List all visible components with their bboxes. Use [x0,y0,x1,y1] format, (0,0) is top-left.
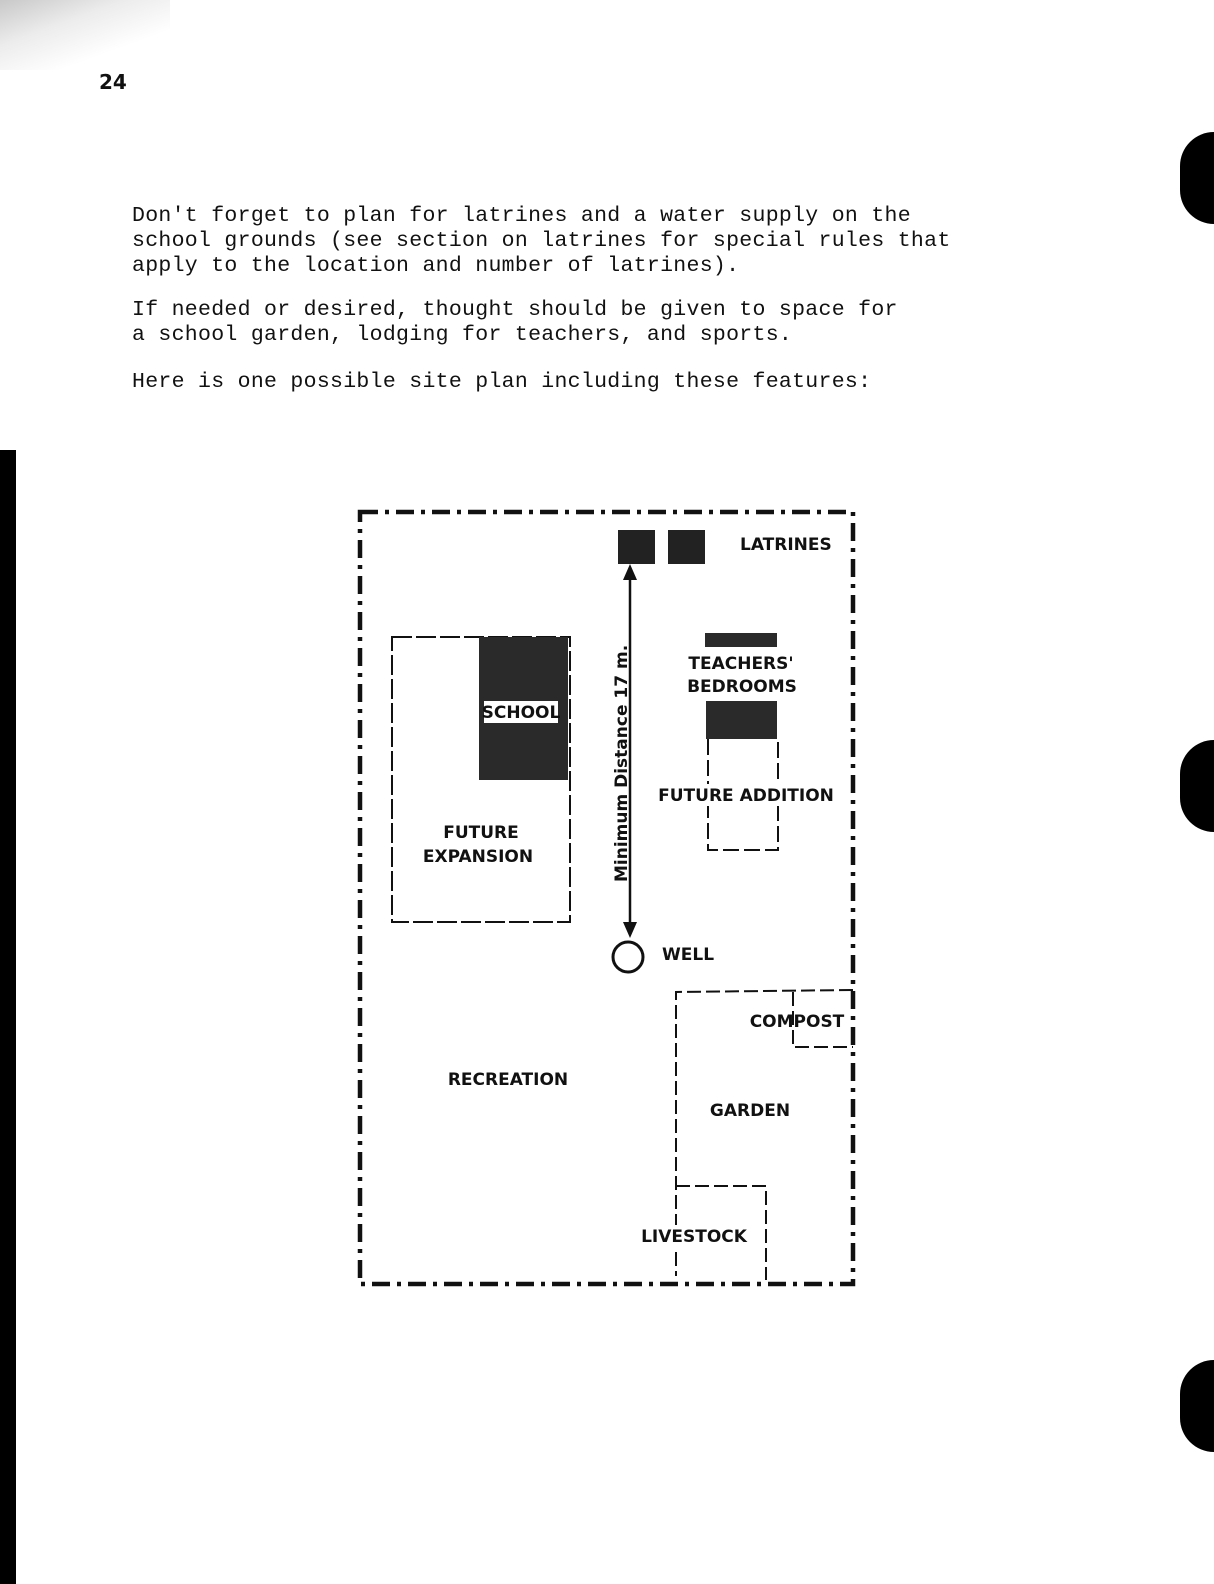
teachers-bedroom-1 [705,633,777,647]
teachers-label-1: TEACHERS' [688,654,794,674]
property-boundary [360,512,853,1284]
well-label: WELL [662,945,715,965]
latrines-label: LATRINES [740,535,832,555]
livestock-label: LIVESTOCK [641,1227,747,1247]
paragraph-latrines: Don't forget to plan for latrines and a water supply on the school grounds (see section on latrines for special rules that apply to the location and number of latrines). [132,204,951,278]
paragraph-space: If needed or desired, thought should be given to space for a school garden, lodging for teachers, and sports. [132,298,898,347]
latrine-2 [668,530,705,564]
teachers-bedroom-2 [706,701,777,739]
garden-label: GARDEN [709,1101,791,1121]
teachers-label-2: BEDROOMS [687,677,797,697]
well-circle [613,942,643,972]
distance-arrowhead-bottom [623,922,637,938]
paragraph-site-plan-intro: Here is one possible site plan including these features: [132,370,872,394]
distance-label: Minimum Distance 17 m. [612,644,632,882]
future-expansion-label-2: EXPANSION [422,847,534,867]
page-number: 24 [99,70,127,94]
compost-label: COMPOST [749,1012,845,1032]
recreation-label: RECREATION [447,1070,569,1090]
distance-arrowhead-top [623,564,637,580]
future-expansion-label-1: FUTURE [443,823,519,843]
school-label: SCHOOL [481,703,561,723]
latrine-1 [618,530,655,564]
future-addition-label: FUTURE ADDITION [658,786,834,806]
